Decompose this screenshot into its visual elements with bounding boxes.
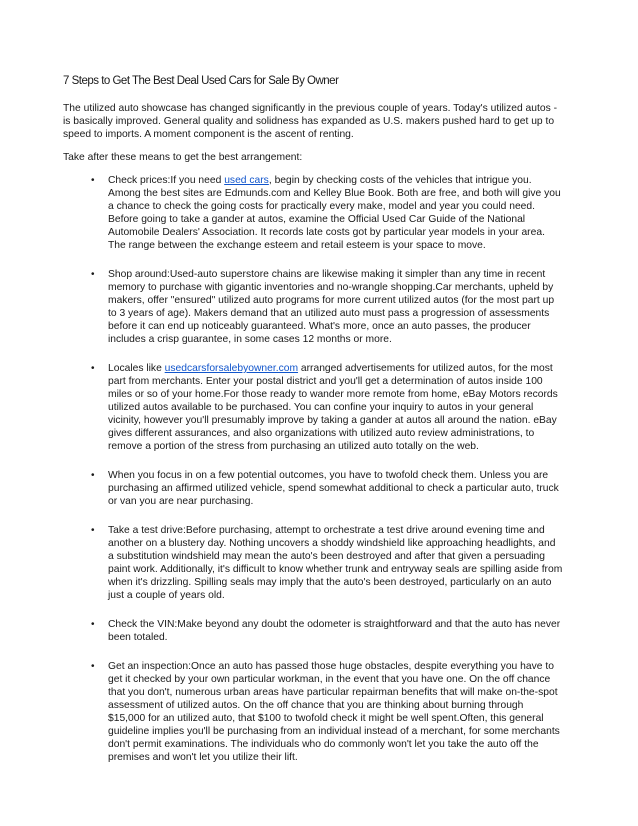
list-item xyxy=(63,660,563,764)
step-text: Check the VIN:Make beyond any doubt the odometer is straightforward and that the auto has never been totaled. xyxy=(108,619,561,643)
usedcarsforsalebyowner-link[interactable]: usedcarsforsalebyowner.com xyxy=(164,363,299,374)
step-text-before-link: Check prices:If you need xyxy=(108,175,225,186)
intro-paragraph: The utilized auto showcase has changed significantly in the previous couple of years. Today's utilized autos - is basically improved. General quality and solidness has expanded as U.S. makers pushed hard to get up to speed to imports. A moment component is the ascent of renting. xyxy=(63,103,558,140)
bullet-icon: • xyxy=(91,619,95,630)
step-text-before-link: Locales like xyxy=(108,363,165,374)
list-item xyxy=(63,618,563,644)
bullet-icon: • xyxy=(91,269,95,280)
step-text-after-link: , begin by checking costs of the vehicles that intrigue you. Among the best sites are Edmunds.com and Kelley Blue Book. Both are free, and both will give you a chance to check the going costs for practically every make, model and year you could need. Before going to take a gander at autos, examine the Official Used Car Guide of the National Automobile Dealers' Association. It records late costs got by particular year models in your area. The range between the exchange esteem and retail esteem is your space to move. xyxy=(108,175,561,251)
list-item xyxy=(63,524,563,602)
steps-list xyxy=(63,174,563,764)
document-page xyxy=(63,74,563,780)
bullet-icon: • xyxy=(91,175,95,186)
list-item xyxy=(63,268,563,346)
bullet-icon: • xyxy=(91,363,95,374)
used-cars-link[interactable]: used cars xyxy=(224,175,269,186)
bullet-icon: • xyxy=(91,661,95,672)
step-text: Get an inspection:Once an auto has passed those huge obstacles, despite everything you have to get it checked by your own particular workman, in the event that you have one. On the off chance that you don't, numerous urban areas have particular repairman benefits that will make on-the-spot assessment of utilized autos. On the off chance that you are thinking about burning through $15,000 for an utilized auto, that $100 to twofold check it might be well spent.Often, this general guideline implies you'll be purchasing from an individual instead of a merchant, for some merchants don't permit examinations. The individuals who do commonly won't let you take the auto off the premises and won't let you utilize their lift. xyxy=(108,661,560,763)
step-text-after-link: arranged advertisements for utilized autos, for the most part from merchants. Enter your postal district and you'll get a determination of autos inside 100 miles or so of your home.For those ready to wander more remote from home, eBay Motors records utilized autos available to be purchased. You can confine your inquiry to autos in your general vicinity, however you'll presumably improve by taking a gander at autos all around the nation. eBay gives different assurances, and also organizations with utilized auto review administrations, to remove a portion of the stress from purchasing an utilized auto totally on the web. xyxy=(108,363,558,452)
bullet-icon: • xyxy=(91,470,95,481)
bullet-icon: • xyxy=(91,525,95,536)
step-text: Shop around:Used-auto superstore chains are likewise making it simpler than any time in recent memory to purchase with gigantic inventories and no-wrangle shopping.Car merchants, upheld by makers, offer "ensured" utilized auto programs for more current utilized autos (for the most part up to 3 years of age). Makers demand that an utilized auto must pass a progression of assessments before it can end up noticeably guaranteed. What's more, once an auto passes, the producer includes a crisp guarantee, in some cases 12 months or more. xyxy=(108,269,555,345)
document-title: 7 Steps to Get The Best Deal Used Cars for Sale By Owner xyxy=(63,75,339,87)
list-item xyxy=(63,174,563,252)
list-item xyxy=(63,362,563,453)
lead-paragraph: Take after these means to get the best arrangement: xyxy=(63,152,303,163)
step-text: Take a test drive:Before purchasing, attempt to orchestrate a test drive around evening time and another on a blustery day. Nothing uncovers a shoddy windshield like approaching headlights, and a substitution windshield may mean the auto's been destroyed and after that given a persuading paint work. Additionally, it's difficult to know whether trunk and entryway seals are spilling aside from when it's drizzling. Spilling seals may imply that the auto's been destroyed, particularly on an auto just a couple of years old. xyxy=(108,525,563,601)
list-item xyxy=(63,469,563,508)
step-text: When you focus in on a few potential outcomes, you have to twofold check them. Unless you are purchasing an affirmed utilized vehicle, spend somewhat additional to check a particular auto, truck or van you are near purchasing. xyxy=(108,470,559,507)
